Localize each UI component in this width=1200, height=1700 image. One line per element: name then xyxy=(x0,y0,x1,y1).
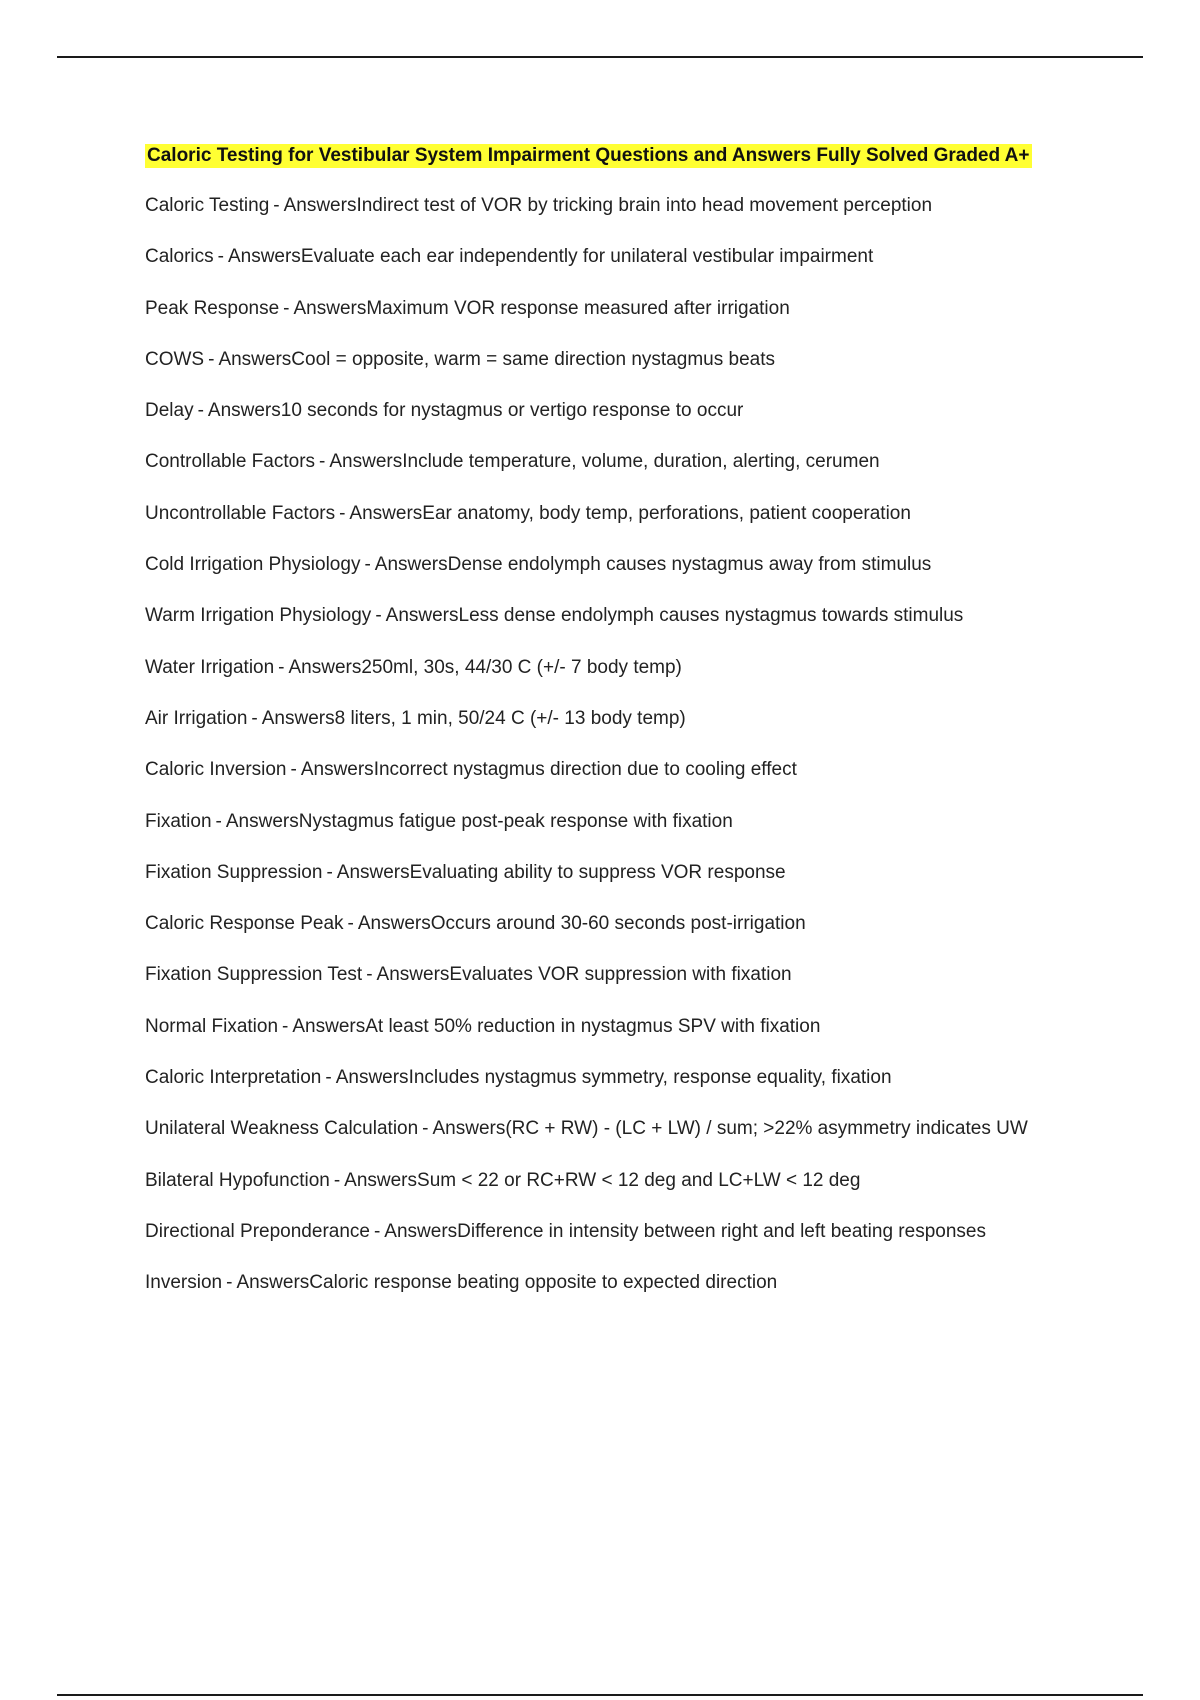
qa-separator: - xyxy=(326,861,333,883)
qa-answer-prefix: Answers xyxy=(300,759,374,781)
qa-term: Controllable Factors xyxy=(145,451,316,473)
qa-term: Peak Response xyxy=(145,297,280,319)
qa-answer: 8 liters, 1 min, 50/24 C (+/- 13 body temp) xyxy=(334,707,686,729)
qa-separator: - xyxy=(366,964,373,986)
document-title: Caloric Testing for Vestibular System Impairment Questions and Answers Fully Solved Graded A+ xyxy=(147,145,1030,166)
qa-term: Fixation Suppression Test xyxy=(145,964,363,986)
qa-answer: Caloric response beating opposite to expected direction xyxy=(309,1272,778,1294)
qa-answer: 250ml, 30s, 44/30 C (+/- 7 body temp) xyxy=(361,656,682,678)
qa-separator: - xyxy=(278,656,285,678)
qa-answer: Incorrect nystagmus direction due to cooling effect xyxy=(373,759,797,781)
qa-item xyxy=(145,604,1155,628)
qa-answer-prefix: Answers xyxy=(292,1015,366,1037)
qa-answer: Evaluates VOR suppression with fixation xyxy=(449,964,792,986)
qa-separator: - xyxy=(319,451,326,473)
qa-term: Bilateral Hypofunction xyxy=(145,1169,330,1191)
qa-answer-prefix: Answers xyxy=(432,1118,506,1140)
qa-answer: Indirect test of VOR by tricking brain into head movement perception xyxy=(356,195,933,216)
qa-item xyxy=(145,553,1155,577)
qa-term: Inversion xyxy=(145,1272,223,1294)
qa-answer-prefix: Answers xyxy=(349,502,423,524)
qa-answer-prefix: Answers xyxy=(385,605,459,627)
qa-term: Normal Fixation xyxy=(145,1015,279,1037)
qa-answer-prefix: Answers xyxy=(374,554,448,576)
qa-separator: - xyxy=(282,1015,289,1037)
qa-answer: Difference in intensity between right and left beating responses xyxy=(457,1220,986,1242)
qa-term: Fixation xyxy=(145,810,212,832)
qa-term: Delay xyxy=(145,400,194,422)
qa-answer: Sum < 22 or RC+RW < 12 deg and LC+LW < 12 deg xyxy=(417,1169,861,1191)
qa-term: Uncontrollable Factors xyxy=(145,502,336,524)
qa-answer-prefix: Answers xyxy=(225,810,299,832)
qa-term: Directional Preponderance xyxy=(145,1220,370,1242)
qa-answer-prefix: Answers xyxy=(329,451,403,473)
qa-term: Air Irrigation xyxy=(145,707,248,729)
qa-term: COWS xyxy=(145,348,205,370)
qa-answer-prefix: Answers xyxy=(288,656,362,678)
qa-answer-prefix: Answers xyxy=(335,1067,409,1089)
qa-answer-prefix: Answers xyxy=(218,348,292,370)
qa-answer-prefix: Answers xyxy=(357,913,431,935)
qa-item xyxy=(145,656,1155,680)
qa-term: Cold Irrigation Physiology xyxy=(145,554,361,576)
qa-answer: Evaluating ability to suppress VOR response xyxy=(409,861,786,883)
qa-item xyxy=(145,194,1155,218)
footer-rule xyxy=(57,1694,1143,1696)
qa-separator: - xyxy=(347,913,354,935)
qa-answer-prefix: Answers xyxy=(344,1169,418,1191)
qa-answer-prefix: Answers xyxy=(207,400,281,422)
qa-answer-prefix: Answers xyxy=(261,707,335,729)
header-rule xyxy=(57,56,1143,58)
qa-separator: - xyxy=(273,195,280,216)
qa-term: Caloric Interpretation xyxy=(145,1067,322,1089)
qa-answer-prefix: Answers xyxy=(236,1272,310,1294)
qa-item xyxy=(145,1117,1155,1141)
qa-item xyxy=(145,502,1155,526)
qa-separator: - xyxy=(217,246,224,268)
qa-separator: - xyxy=(283,297,290,319)
qa-separator: - xyxy=(208,348,215,370)
qa-separator: - xyxy=(251,707,258,729)
qa-separator: - xyxy=(325,1067,332,1089)
qa-answer-prefix: Answers xyxy=(227,246,301,268)
qa-item xyxy=(145,707,1155,731)
qa-answer: Occurs around 30-60 seconds post-irrigation xyxy=(430,913,806,935)
qa-item xyxy=(145,1066,1155,1090)
qa-term: Caloric Response Peak xyxy=(145,913,344,935)
qa-answer: Cool = opposite, warm = same direction nystagmus beats xyxy=(291,348,775,370)
qa-term: Fixation Suppression xyxy=(145,861,323,883)
qa-answer-prefix: Answers xyxy=(293,297,367,319)
qa-item xyxy=(145,1271,1155,1295)
qa-item xyxy=(145,1015,1155,1039)
qa-item xyxy=(145,758,1155,782)
qa-answer: 10 seconds for nystagmus or vertigo response to occur xyxy=(280,400,744,422)
qa-answer: Nystagmus fatigue post-peak response with fixation xyxy=(298,810,733,832)
qa-separator: - xyxy=(215,810,222,832)
qa-separator: - xyxy=(333,1169,341,1191)
qa-item xyxy=(145,399,1155,423)
qa-separator: - xyxy=(197,400,204,422)
qa-separator: - xyxy=(373,1220,381,1242)
qa-item xyxy=(145,348,1155,372)
qa-item xyxy=(145,963,1155,987)
qa-answer: Includes nystagmus symmetry, response equality, fixation xyxy=(408,1067,892,1089)
qa-term: Water Irrigation xyxy=(145,656,275,678)
qa-term: Unilateral Weakness Calculation xyxy=(145,1118,419,1140)
qa-answer-prefix: Answers xyxy=(384,1220,458,1242)
qa-separator: - xyxy=(290,759,297,781)
qa-term: Calorics xyxy=(145,246,214,268)
qa-answer: Maximum VOR response measured after irrigation xyxy=(366,297,790,319)
qa-item xyxy=(145,912,1155,936)
qa-item xyxy=(145,297,1155,321)
qa-item xyxy=(145,245,1155,269)
qa-separator: - xyxy=(226,1272,233,1294)
qa-term: Caloric Testing xyxy=(145,195,270,216)
qa-answer: Include temperature, volume, duration, alerting, cerumen xyxy=(402,451,880,473)
qa-answer: Ear anatomy, body temp, perforations, patient cooperation xyxy=(422,502,911,524)
qa-answer: Evaluate each ear independently for unilateral vestibular impairment xyxy=(300,246,874,268)
qa-item xyxy=(145,861,1155,885)
qa-separator: - xyxy=(375,605,382,627)
qa-item xyxy=(145,1220,1155,1244)
qa-answer: Dense endolymph causes nystagmus away from stimulus xyxy=(447,554,932,576)
qa-item xyxy=(145,1169,1155,1193)
qa-answer-prefix: Answers xyxy=(376,964,450,986)
qa-item xyxy=(145,450,1155,474)
qa-answer: (RC + RW) - (LC + LW) / sum; >22% asymmetry indicates UW xyxy=(505,1118,1028,1140)
qa-term: Caloric Inversion xyxy=(145,759,287,781)
qa-term: Warm Irrigation Physiology xyxy=(145,605,372,627)
qa-answer-prefix: Answers xyxy=(336,861,410,883)
qa-separator: - xyxy=(339,502,346,524)
document-body xyxy=(145,144,1155,1323)
qa-separator: - xyxy=(364,554,371,576)
qa-list xyxy=(145,194,1155,1295)
qa-answer: At least 50% reduction in nystagmus SPV with fixation xyxy=(365,1015,821,1037)
qa-item xyxy=(145,810,1155,834)
qa-separator: - xyxy=(422,1118,429,1140)
qa-answer: Less dense endolymph causes nystagmus towards stimulus xyxy=(458,605,964,627)
qa-answer-prefix: Answers xyxy=(283,195,357,216)
